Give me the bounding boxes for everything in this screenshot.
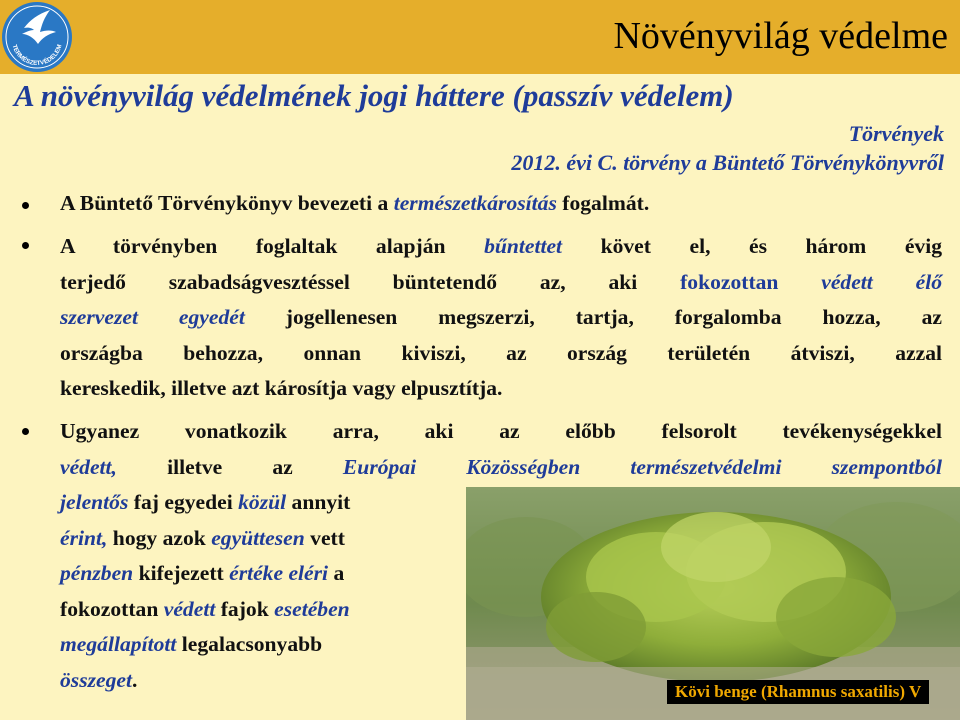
bullet-marker	[22, 242, 34, 254]
bullet-paragraph-2	[60, 229, 942, 407]
paragraph-line: országba behozza, onnan kiviszi, az ország területén átviszi, azzal	[60, 340, 942, 365]
paragraph-line: védett, illetve az Európai Közösségben természetvédelmi szempontból	[60, 454, 942, 479]
subtitle: A növényvilág védelmének jogi háttere (passzív védelem)	[14, 78, 734, 113]
bullet-paragraph-3	[60, 414, 942, 485]
paragraph-line: pénzben kifejezett értéke eléri a	[60, 561, 345, 585]
bullet-marker	[22, 428, 34, 440]
svg-text:TERMÉSZETVÉDELEM: TERMÉSZETVÉDELEM	[10, 43, 64, 68]
page-title: Növényvilág védelme	[613, 15, 948, 57]
paragraph-line: szervezet egyedét jogellenesen megszerzi, tartja, forgalomba hozza, az	[60, 305, 942, 329]
emphasis-term: természetkárosítás	[393, 191, 557, 215]
law-reference: 2012. évi C. törvény a Büntető Törvénykönyvről	[511, 150, 944, 175]
bullet-paragraph-1	[60, 186, 940, 222]
bullet-marker	[22, 202, 34, 214]
paragraph-line: fokozottan védett fajok esetében	[60, 596, 350, 621]
paragraph-line: jelentős faj egyedei közül annyit	[60, 490, 351, 514]
paragraph-line: összeget.	[60, 667, 138, 692]
bullet-paragraph-3-continued	[60, 485, 460, 698]
paragraph-line: megállapított legalacsonyabb	[60, 632, 323, 656]
text-run: A Büntető Törvénykönyv bevezeti a	[60, 191, 394, 215]
law-category: Törvények	[848, 121, 944, 146]
text-run: fogalmát.	[556, 191, 650, 215]
paragraph-line: A törvényben foglaltak alapján bűntettet követ el, és három évig	[60, 234, 942, 258]
paragraph-line: kereskedik, illetve azt károsítja vagy elpusztítja.	[60, 376, 503, 400]
paragraph-line: Ugyanez vonatkozik arra, aki az előbb felsorolt tevékenységekkel	[60, 419, 942, 443]
paragraph-line: érint, hogy azok együttesen vett	[60, 525, 345, 550]
photo-caption: Kövi benge (Rhamnus saxatilis) V	[667, 680, 929, 704]
paragraph-line: terjedő szabadságvesztéssel büntetendő az, aki fokozottan védett élő	[60, 269, 942, 294]
nature-protection-logo	[0, 0, 74, 74]
